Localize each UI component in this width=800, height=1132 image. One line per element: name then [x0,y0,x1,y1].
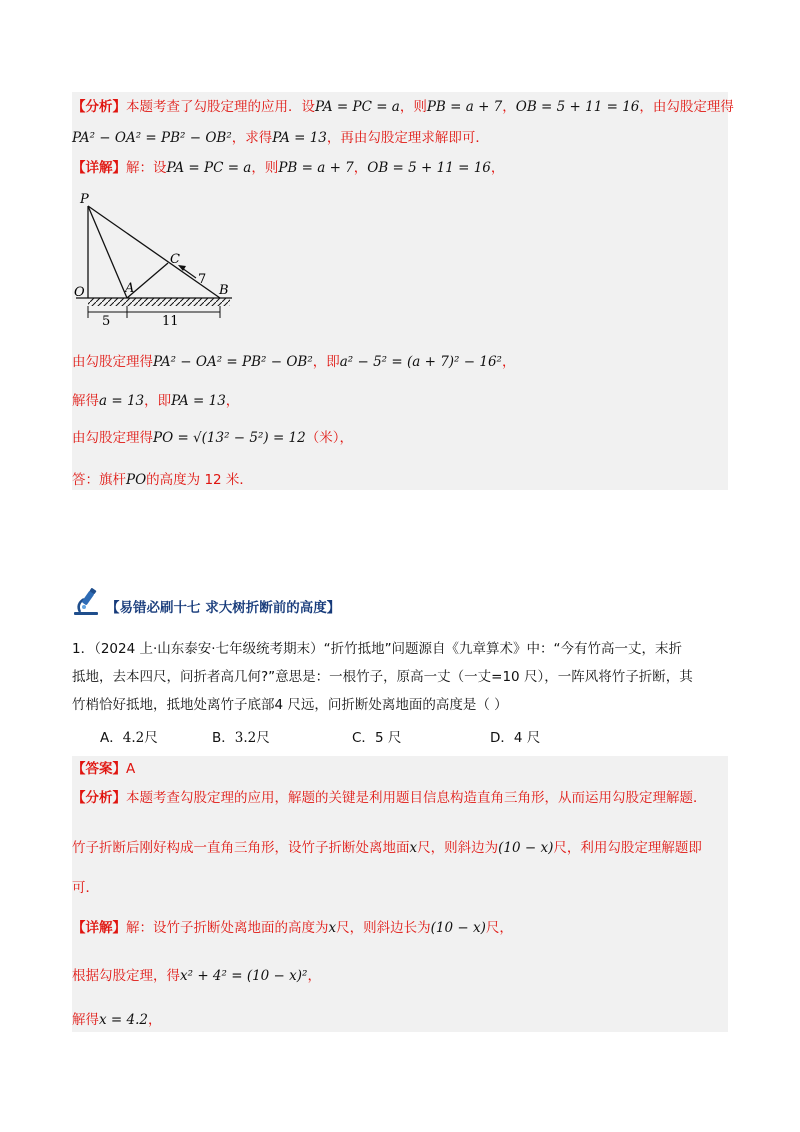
label-p: P [80,192,89,207]
analysis-line-1: 【分析】本题考查了勾股定理的应用．设PA = PC = a，则PB = a + 7，OB = 5 + 11 = 16，由勾股定理得 [72,99,734,115]
microscope-icon [72,588,102,616]
option-b[interactable]: B．3.2尺 [212,730,270,746]
label-o: O [74,285,85,300]
solution-step-3: 由勾股定理得PO = √(13² − 5²) = 12（米）， [72,430,353,446]
label-a: A [125,281,135,296]
question-line-1: 1．（2024 上·山东泰安·七年级统考期末）“折竹抵地”问题源自《九章算术》中：“今有竹高一丈，末折 [72,641,683,657]
label-seven: 7 [198,272,207,287]
option-c[interactable]: C．5 尺 [352,730,402,746]
label-b: B [219,283,229,298]
analysis2-line-3: 可． [72,880,99,896]
label-eleven: 11 [162,314,179,328]
option-d[interactable]: D．4 尺 [490,730,541,746]
analysis2-line-2: 竹子折断后刚好构成一直角三角形，设竹子折断处离地面x尺，则斜边为(10 − x)尺，利用勾股定理解题即 [72,840,702,856]
analysis-line-2: PA² − OA² = PB² − OB²，求得PA = 13，再由勾股定理求解即可． [72,130,489,146]
question-line-2: 抵地，去本四尺，问折者高几何?”意思是：一根竹子，原高一丈（一丈=10 尺），一阵风将竹子折断，其 [72,669,693,685]
detail2-line-1: 【详解】解：设竹子折断处离地面的高度为x尺，则斜边长为(10 − x)尺， [72,920,513,936]
option-a[interactable]: A．4.2尺 [100,730,158,746]
section-title: 【易错必刷十七 求大树折断前的高度】 [106,600,341,616]
label-c: C [170,252,180,267]
solution-step-1: 由勾股定理得PA² − OA² = PB² − OB²，即a² − 5² = (a + 7)² − 16²， [72,354,516,370]
label-five: 5 [102,314,111,328]
detail-line-1: 【详解】解：设PA = PC = a，则PB = a + 7，OB = 5 + 11 = 16， [72,160,505,176]
answer-line: 【答案】A [72,761,136,777]
question-line-3: 竹梢恰好抵地，抵地处离竹子底部4 尺远，问折断处离地面的高度是（ ） [72,697,508,713]
solution-step-2: 解得a = 13，即PA = 13， [72,393,240,409]
analysis2-line-1: 【分析】本题考查勾股定理的应用，解题的关键是利用题目信息构造直角三角形，从而运用勾股定理解题． [72,790,707,806]
solution-answer: 答：旗杆PO的高度为 12 米． [72,472,253,488]
detail2-step-2: 解得x = 4.2， [72,1012,162,1028]
ground-hatch [88,298,230,306]
detail2-step-1: 根据勾股定理，得x² + 4² = (10 − x)²， [72,968,321,984]
geometry-figure [72,188,242,328]
